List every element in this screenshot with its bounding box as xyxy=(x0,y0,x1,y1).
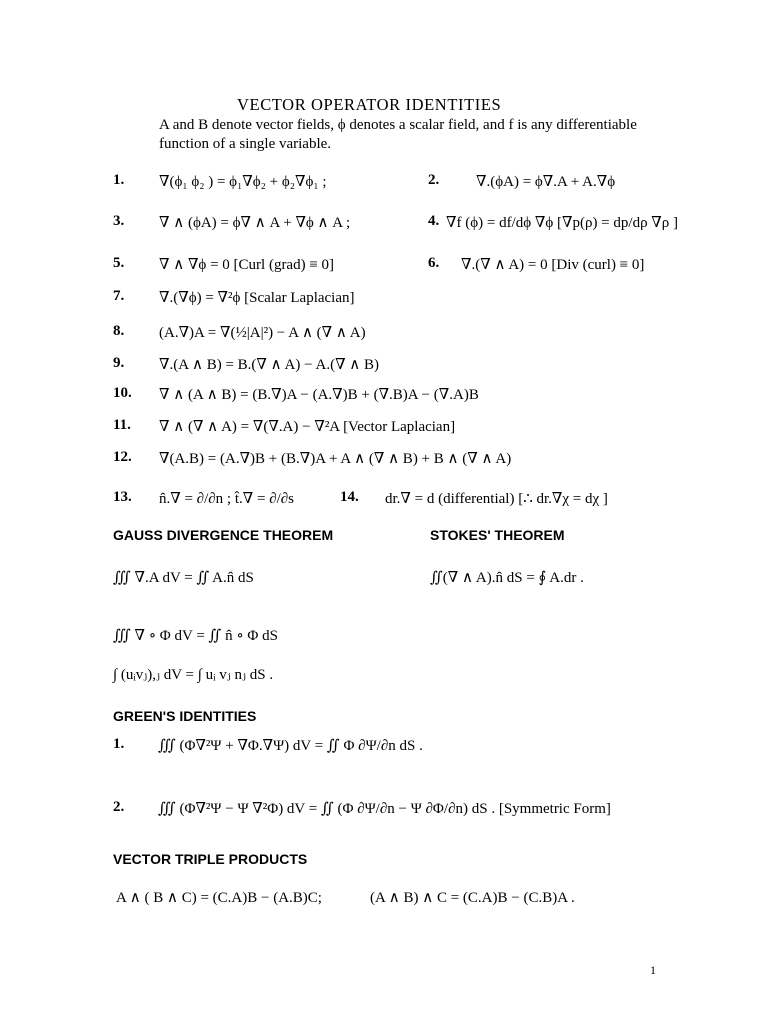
identity-equation: ∇ ∧ ∇ϕ = 0 [Curl (grad) ≡ 0] xyxy=(159,257,335,273)
gauss-heading: GAUSS DIVERGENCE THEOREM xyxy=(113,527,334,543)
page-number: 1 xyxy=(650,963,656,977)
identity-number: 14. xyxy=(340,489,359,505)
intro-line-2: function of a single variable. xyxy=(159,136,332,152)
identity-number: 4. xyxy=(428,213,440,229)
identity-equation: ∇.(∇ϕ) = ∇²ϕ [Scalar Laplacian] xyxy=(159,290,355,306)
identity-equation: ∇.(∇ ∧ A) = 0 [Div (curl) ≡ 0] xyxy=(461,257,645,273)
identity-equation: ∇ ∧ (∇ ∧ A) = ∇(∇.A) − ∇²A [Vector Laplacian] xyxy=(159,419,456,435)
identity-equation: ∇(ϕ₁ ϕ₂ ) = ϕ₁∇ϕ₂ + ϕ₂∇ϕ₁ ; xyxy=(159,174,327,190)
green-equation-1: ∭ (Φ∇²Ψ + ∇Φ.∇Ψ) dV = ∬ Φ ∂Ψ/∂n dS . xyxy=(158,738,423,754)
identity-number: 10. xyxy=(113,385,132,401)
identity-equation: n̂.∇ = ∂/∂n ; t̂.∇ = ∂/∂s xyxy=(159,491,295,507)
green-equation-2: ∭ (Φ∇²Ψ − Ψ ∇²Φ) dV = ∬ (Φ ∂Ψ/∂n − Ψ ∂Φ/∂n) dS . [Symmetric Form] xyxy=(158,801,611,817)
stokes-equation: ∬(∇ ∧ A).n̂ dS = ∮ A.dr . xyxy=(430,570,584,586)
identity-equation: dr.∇ = d (differential) [∴ dr.∇χ = dχ ] xyxy=(385,491,608,507)
page-title: VECTOR OPERATOR IDENTITIES xyxy=(237,95,502,114)
triple-equation-2: (A ∧ B) ∧ C = (C.A)B − (C.B)A . xyxy=(370,890,575,906)
identity-number: 8. xyxy=(113,323,125,339)
triple-equation-1: A ∧ ( B ∧ C) = (C.A)B − (A.B)C; xyxy=(116,890,322,906)
identity-equation: ∇.(ϕA) = ϕ∇.A + A.∇ϕ xyxy=(476,174,616,190)
identity-number: 3. xyxy=(113,213,125,229)
gauss-equation-3: ∫ (uᵢvⱼ),ⱼ dV = ∫ uᵢ vⱼ nⱼ dS . xyxy=(113,667,274,683)
identity-number: 12. xyxy=(113,449,132,465)
identity-number: 2. xyxy=(428,172,440,188)
intro-paragraph xyxy=(159,116,637,154)
stokes-heading: STOKES' THEOREM xyxy=(430,527,565,543)
green-number-1: 1. xyxy=(113,736,125,752)
identity-equation: ∇ ∧ (A ∧ B) = (B.∇)A − (A.∇)B + (∇.B)A − (∇.A)B xyxy=(159,387,479,403)
identity-equation: ∇f (ϕ) = df/dϕ ∇ϕ [∇p(ρ) = dp/dρ ∇ρ ] xyxy=(446,215,679,231)
identity-number: 5. xyxy=(113,255,125,271)
identity-number: 9. xyxy=(113,355,125,371)
identity-number: 7. xyxy=(113,288,125,304)
triple-heading: VECTOR TRIPLE PRODUCTS xyxy=(113,851,308,867)
identity-equation: (A.∇)A = ∇(½|A|²) − A ∧ (∇ ∧ A) xyxy=(159,325,366,341)
identity-equation: ∇(A.B) = (A.∇)B + (B.∇)A + A ∧ (∇ ∧ B) + B ∧ (∇ ∧ A) xyxy=(159,451,512,467)
identity-number: 11. xyxy=(113,417,131,433)
green-heading: GREEN'S IDENTITIES xyxy=(113,708,257,724)
identity-number: 6. xyxy=(428,255,440,271)
identity-equation: ∇ ∧ (ϕA) = ϕ∇ ∧ A + ∇ϕ ∧ A ; xyxy=(159,215,351,231)
gauss-equation-1: ∭ ∇.A dV = ∬ A.n̂ dS xyxy=(113,570,254,586)
identity-number: 1. xyxy=(113,172,125,188)
green-number-2: 2. xyxy=(113,799,125,815)
identity-equation: ∇.(A ∧ B) = B.(∇ ∧ A) − A.(∇ ∧ B) xyxy=(159,357,380,373)
gauss-equation-2: ∭ ∇ ∘ Φ dV = ∬ n̂ ∘ Φ dS xyxy=(113,628,278,644)
intro-line-1: A and B denote vector fields, ϕ denotes a scalar field, and f is any differentiable xyxy=(159,117,637,133)
identity-number: 13. xyxy=(113,489,132,505)
